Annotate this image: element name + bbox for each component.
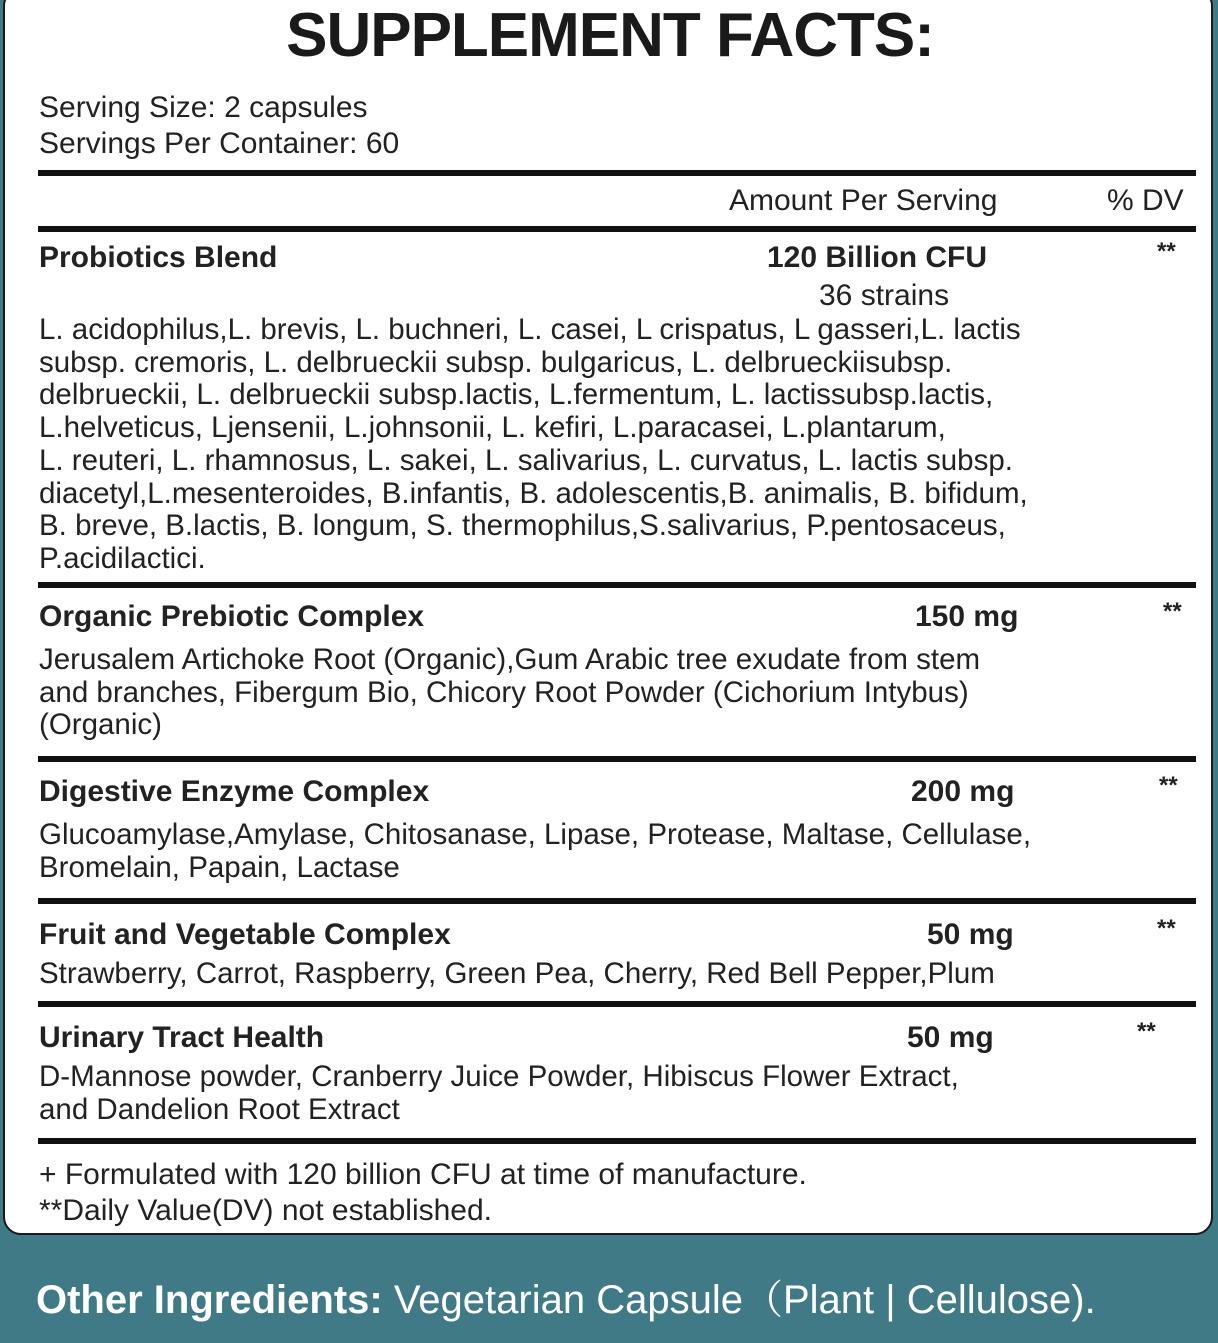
ingredient-amount: 200 mg: [911, 775, 1015, 808]
ingredient-name: Fruit and Vegetable Complex: [39, 918, 451, 951]
dv-value: **: [1163, 598, 1182, 625]
dv-value: **: [1157, 238, 1176, 265]
footnote: **Daily Value(DV) not established.: [39, 1194, 493, 1227]
divider: [38, 582, 1196, 588]
dv-header: % DV: [1107, 184, 1184, 217]
dv-value: **: [1159, 772, 1178, 799]
ingredient-amount: 50 mg: [907, 1021, 994, 1054]
panel-title: SUPPLEMENT FACTS:: [286, 1, 934, 70]
description-line: and branches, Fibergum Bio, Chicory Root Powder (Cichorium Intybus): [39, 675, 969, 709]
ingredient-description: [39, 819, 1031, 884]
description-line: B. breve, B.lactis, B. longum, S. thermophilus,S.salivarius, P.pentosaceus,: [39, 509, 1006, 543]
dv-value: **: [1157, 915, 1176, 942]
servings-per-container: Servings Per Container: 60: [39, 127, 400, 160]
description-line: L.helveticus, Ljensenii, L.johnsonii, L. kefiri, L.paracasei, L.plantarum,: [39, 411, 946, 445]
divider: [38, 1001, 1196, 1007]
ingredient-name: Probiotics Blend: [39, 241, 278, 274]
description-line: Bromelain, Papain, Lactase: [39, 850, 400, 884]
ingredient-description: [39, 314, 1028, 576]
amount-per-serving-header: Amount Per Serving: [729, 184, 998, 217]
ingredient-description: [39, 1061, 959, 1126]
divider: [38, 756, 1196, 762]
description-line: D-Mannose powder, Cranberry Juice Powder, Hibiscus Flower Extract,: [39, 1060, 959, 1093]
ingredient-amount: 120 Billion CFU: [767, 241, 988, 274]
description-line: Glucoamylase,Amylase, Chitosanase, Lipase, Protease, Maltase, Cellulase,: [39, 818, 1032, 851]
description-line: Jerusalem Artichoke Root (Organic),Gum Arabic tree exudate from stem: [39, 643, 981, 676]
ingredient-name: Digestive Enzyme Complex: [39, 775, 430, 808]
other-ingredients: [36, 1268, 1096, 1325]
other-ingredients-value: Vegetarian Capsule（Plant | Cellulose).: [382, 1278, 1096, 1322]
footnote: + Formulated with 120 billion CFU at time of manufacture.: [39, 1158, 807, 1191]
divider: [38, 898, 1196, 904]
strain-count: 36 strains: [819, 279, 950, 312]
description-line: subsp. cremoris, L. delbrueckii subsp. bulgaricus, L. delbrueckiisubsp.: [39, 345, 953, 379]
description-line: diacetyl,L.mesenteroides, B.infantis, B. adolescentis,B. animalis, B. bifidum,: [39, 476, 1028, 510]
description-line: (Organic): [39, 708, 162, 742]
description-line: Strawberry, Carrot, Raspberry, Green Pea, Cherry, Red Bell Pepper,Plum: [39, 957, 995, 990]
dv-value: **: [1137, 1018, 1156, 1045]
ingredient-amount: 50 mg: [927, 918, 1014, 951]
other-ingredients-label: Other Ingredients:: [36, 1278, 383, 1322]
ingredient-description: [39, 958, 995, 991]
description-line: L. acidophilus,L. brevis, L. buchneri, L. casei, L crispatus, L gasseri,L. lactis: [39, 313, 1021, 346]
description-line: L. reuteri, L. rhamnosus, L. sakei, L. salivarius, L. curvatus, L. lactis subsp.: [39, 443, 1013, 477]
ingredient-description: [39, 644, 980, 742]
divider: [38, 1138, 1196, 1144]
ingredient-amount: 150 mg: [915, 600, 1019, 633]
description-line: and Dandelion Root Extract: [39, 1092, 400, 1126]
supplement-facts-panel: [3, 0, 1213, 1235]
serving-size: Serving Size: 2 capsules: [39, 91, 368, 124]
divider: [38, 170, 1196, 176]
description-line: delbrueckii, L. delbrueckii subsp.lactis, L.fermentum, L. lactissubsp.lactis,: [39, 378, 994, 412]
ingredient-name: Urinary Tract Health: [39, 1021, 325, 1054]
divider: [38, 226, 1196, 232]
ingredient-name: Organic Prebiotic Complex: [39, 600, 425, 633]
description-line: P.acidilactici.: [39, 541, 206, 575]
